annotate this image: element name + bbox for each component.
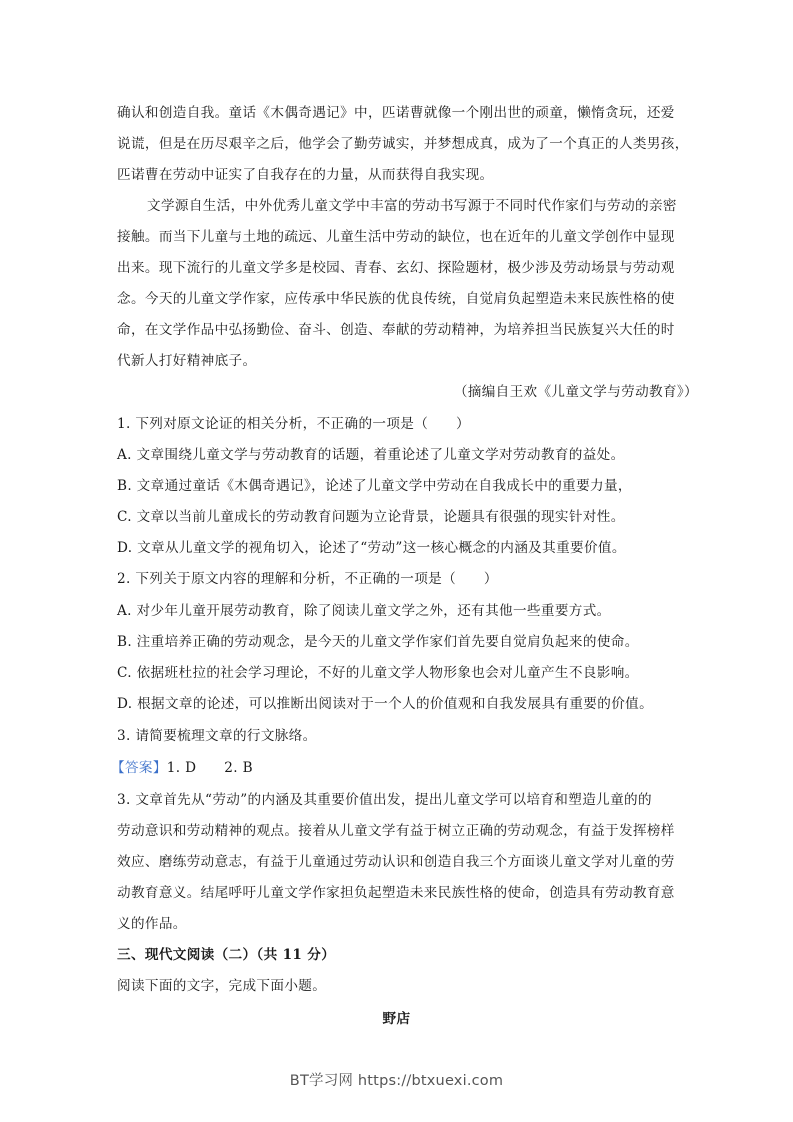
answer-q3-line: 3. 文章首先从“劳动”的内涵及其重要价值出发，提出儿童文学可以培育和塑造儿童的的	[117, 792, 652, 808]
paragraph-line: 念。今天的儿童文学作家，应传承中华民族的优良传统，自觉肩负起塑造未来民族性格的使	[117, 291, 675, 307]
question-2-option-c: C. 依据班杜拉的社会学习理论，不好的儿童文学人物形象也会对儿童产生不良影响。	[117, 665, 639, 681]
question-1-option-a: A. 文章围绕儿童文学与劳动教育的话题，着重论述了儿童文学对劳动教育的益处。	[117, 447, 625, 463]
section-instruction: 阅读下面的文字，完成下面小题。	[117, 978, 327, 994]
paragraph-line: 文学源自生活，中外优秀儿童文学中丰富的劳动书写源于不同时代作家们与劳动的亲密	[147, 198, 677, 214]
question-2-option-a: A. 对少年儿童开展劳动教育，除了阅读儿童文学之外，还有其他一些重要方式。	[117, 603, 611, 619]
paragraph-line: 匹诺曹在劳动中证实了自我存在的力量，从而获得自我实现。	[117, 167, 494, 183]
question-stem-2: 2. 下列关于原文内容的理解和分析，不正确的一项是（ ）	[117, 571, 498, 587]
answer-q3-line: 劳动意识和劳动精神的观点。接着从儿童文学有益于树立正确的劳动观念，有益于发挥榜样	[117, 823, 675, 839]
question-2-option-b: B. 注重培养正确的劳动观念，是今天的儿童文学作家们首先要自觉肩负起来的使命。	[117, 634, 639, 650]
paragraph-line: 代新人打好精神底子。	[117, 353, 257, 369]
section-heading: 三、现代文阅读（二）（共 11 分）	[117, 947, 336, 963]
question-2-option-d: D. 根据文章的论述，可以推断出阅读对于一个人的价值观和自我发展具有重要的价值。	[117, 696, 654, 712]
answer-line	[111, 758, 681, 778]
question-1-option-c: C. 文章以当前儿童成长的劳动教育问题为立论背景，论题具有很强的现实针对性。	[117, 509, 625, 525]
answer-tag: 【答案】	[111, 760, 167, 776]
question-1-option-b: B. 文章通过童话《木偶奇遇记》，论述了儿童文学中劳动在自我成长中的重要力量，	[117, 478, 632, 494]
question-1-option-d: D. 文章从儿童文学的视角切入，论述了“劳动”这一核心概念的内涵及其重要价值。	[117, 540, 626, 556]
answer-short: 1. D 2. B	[166, 760, 253, 776]
paragraph-line: 确认和创造自我。童话《木偶奇遇记》中，匹诺曹就像一个刚出世的顽童，懒惰贪玩，还爱	[117, 105, 675, 121]
paragraph-line: 说谎，但是在历尽艰辛之后，他学会了勤劳诚实，并梦想成真，成为了一个真正的人类男孩，	[117, 136, 689, 152]
paragraph-line: 命，在文学作品中弘扬勤俭、奋斗、创造、奉献的劳动精神，为培养担当民族复兴大任的时	[117, 322, 675, 338]
footer-watermark: BT学习网 https://btxuexi.com	[289, 1073, 504, 1089]
paragraph-line: 出来。现下流行的儿童文学多是校园、青春、玄幻、探险题材，极少涉及劳动场景与劳动观	[117, 260, 675, 276]
article-title: 野店	[382, 1011, 411, 1027]
question-stem-3: 3. 请简要梳理文章的行文脉络。	[117, 728, 317, 744]
answer-q3-line: 效应、磨练劳动意志，有益于儿童通过劳动认识和创造自我三个方面谈儿童文学对儿童的劳	[117, 854, 675, 870]
question-stem-1: 1. 下列对原文论证的相关分析，不正确的一项是（ ）	[117, 416, 470, 432]
paragraph-line: 接触。而当下儿童与土地的疏远、儿童生活中劳动的缺位，也在近年的儿童文学创作中显现	[117, 229, 675, 245]
answer-q3-line: 动教育意义。结尾呼吁儿童文学作家担负起塑造未来民族性格的使命，创造具有劳动教育意	[117, 885, 675, 901]
source-attribution: （摘编自王欢《儿童文学与劳动教育》）	[453, 384, 698, 400]
answer-q3-line: 义的作品。	[117, 916, 187, 932]
